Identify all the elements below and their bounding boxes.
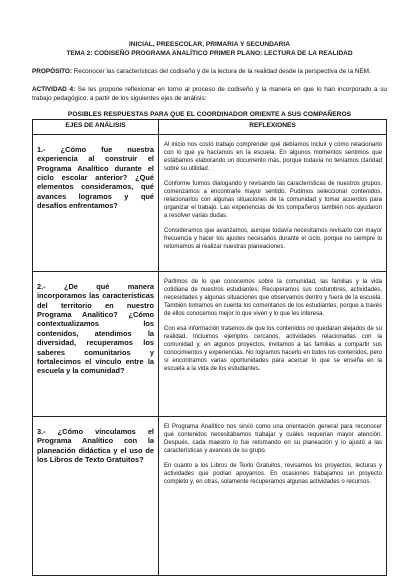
eje-cell: 2.- ¿De qué manera incorporamos las características del territorio en nuestro Programa Analítico? ¿Cómo contextualizamos los contenidos, atendimos la diversidad, recuperamos los saberes comunitarios y fortalecimos el vínculo entre la escuela y la comunidad? — [33, 271, 159, 416]
reflexion-paragraph: Conforme fuimos dialogando y revisando las características de nuestros grupos, comenzamos a encontrarle mayor sentido. Pudimos seleccionar contenidos, relacionarlos con algunas situaciones de la comunidad y tomar acuerdos para organizar el trabajo. Las experiencias de los compañeros también nos ayudaron a resolver varias dudas. — [164, 180, 382, 220]
table-row — [33, 416, 387, 575]
reflexion-paragraph: Con esa información tratamos de que los contenidos no quedaran alejados de su realidad. Incluimos ejemplos cercanos, actividades relacionadas con la comunidad y, en algunos proyectos, invitamos a las familias a compartir sus conocimientos y experiencias. No logramos hacerlo en todos los contenidos, pero sí encontramos varias oportunidades para acercar lo que se enseña en la escuela a la vida de los estudiantes. — [164, 326, 382, 373]
proposito-label: PROPÓSITO: — [32, 68, 73, 75]
column-header-ejes: EJES DE ANÁLISIS — [33, 119, 159, 134]
table-row — [33, 271, 387, 416]
document-page — [32, 40, 387, 576]
reflexion-paragraph: Consideramos que avanzamos, aunque todavía necesitamos revisarlo con mayor frecuencia y hacer los ajustes necesarios durante el ciclo, porque no siempre lo retomamos al realizar nuestras planeaciones. — [164, 228, 382, 251]
actividad-text: Se les propone reflexionar en torno al proceso de codiseño y la manera en que lo han incorporado a su trabajo pedagógico, a partir de los siguientes ejes de análisis: — [32, 85, 387, 103]
reflexiones-cell — [159, 134, 387, 271]
analysis-table — [32, 119, 387, 576]
reflexion-paragraph: Al inicio nos costó trabajo comprender qué debíamos incluir y cómo relacionarlo con lo que ya hacíamos en la escuela. En algunos momentos sentimos que estábamos elaborando un documento más, porque todavía no teníamos claridad sobre su utilidad. — [164, 141, 382, 172]
column-header-reflexiones: REFLEXIONES — [159, 119, 387, 134]
proposito-text: Reconocer las características del codiseño y de la lectura de la realidad desde la perspectiva de la NEM. — [72, 68, 371, 75]
eje-cell: 3.- ¿Cómo vinculamos el Programa Analítico con la planeación didáctica y el uso de los Libros de Texto Gratuitos? — [33, 416, 159, 575]
reflexion-paragraph: En cuanto a los Libros de Texto Gratuitos, revisamos los proyectos, lecturas y actividades que podían apoyarnos. En ocasiones trabajamos un proyecto completo y, en otras, solamente recuperamos algunas actividades o recursos. — [164, 462, 382, 486]
actividad-label: ACTIVIDAD 4: — [32, 85, 76, 93]
table-header-row — [33, 119, 387, 134]
table-row — [33, 134, 387, 271]
reflexion-paragraph: El Programa Analítico nos sirvió como una orientación general para reconocer qué contenidos necesitábamos trabajar y cuáles requerían mayor atención. Después, cada maestro lo fue retomando en su planeación y lo ajustó a las características y avances de su grupo. — [164, 423, 382, 454]
header-line-1: INICIAL, PREESCOLAR, PRIMARIA Y SECUNDARIA — [128, 41, 291, 48]
reflexiones-cell — [159, 416, 387, 575]
reflexiones-cell — [159, 271, 387, 416]
eje-cell: 1.- ¿Cómo fue nuestra experiencia al construir el Programa Analítico durante el ciclo escolar anterior? ¿Qué elementos consideramos, qué avances logramos y qué desafíos enfrentamos? — [33, 134, 159, 271]
header-line-2: TEMA 2: CODISEÑO PROGRAMA ANALÍTICO PRIMER PLANO: LECTURA DE LA REALIDAD — [66, 50, 353, 57]
proposito-paragraph — [32, 67, 387, 77]
reflexion-paragraph: Partimos de lo que conocemos sobre la comunidad, las familias y la vida cotidiana de nuestros estudiantes. Recuperamos sus costumbres, actividades, necesidades y algunas situaciones que observamos dentro y fuera de la escuela. También tomamos en cuenta los comentarios de los estudiantes, porque a través de ellos conocemos mejor lo que viven y lo que les interesa. — [164, 278, 382, 317]
table-title: POSIBLES RESPUESTAS PARA QUE EL COORDINADOR ORIENTE A SUS COMPAÑEROS — [67, 110, 352, 118]
actividad-paragraph — [32, 85, 387, 104]
